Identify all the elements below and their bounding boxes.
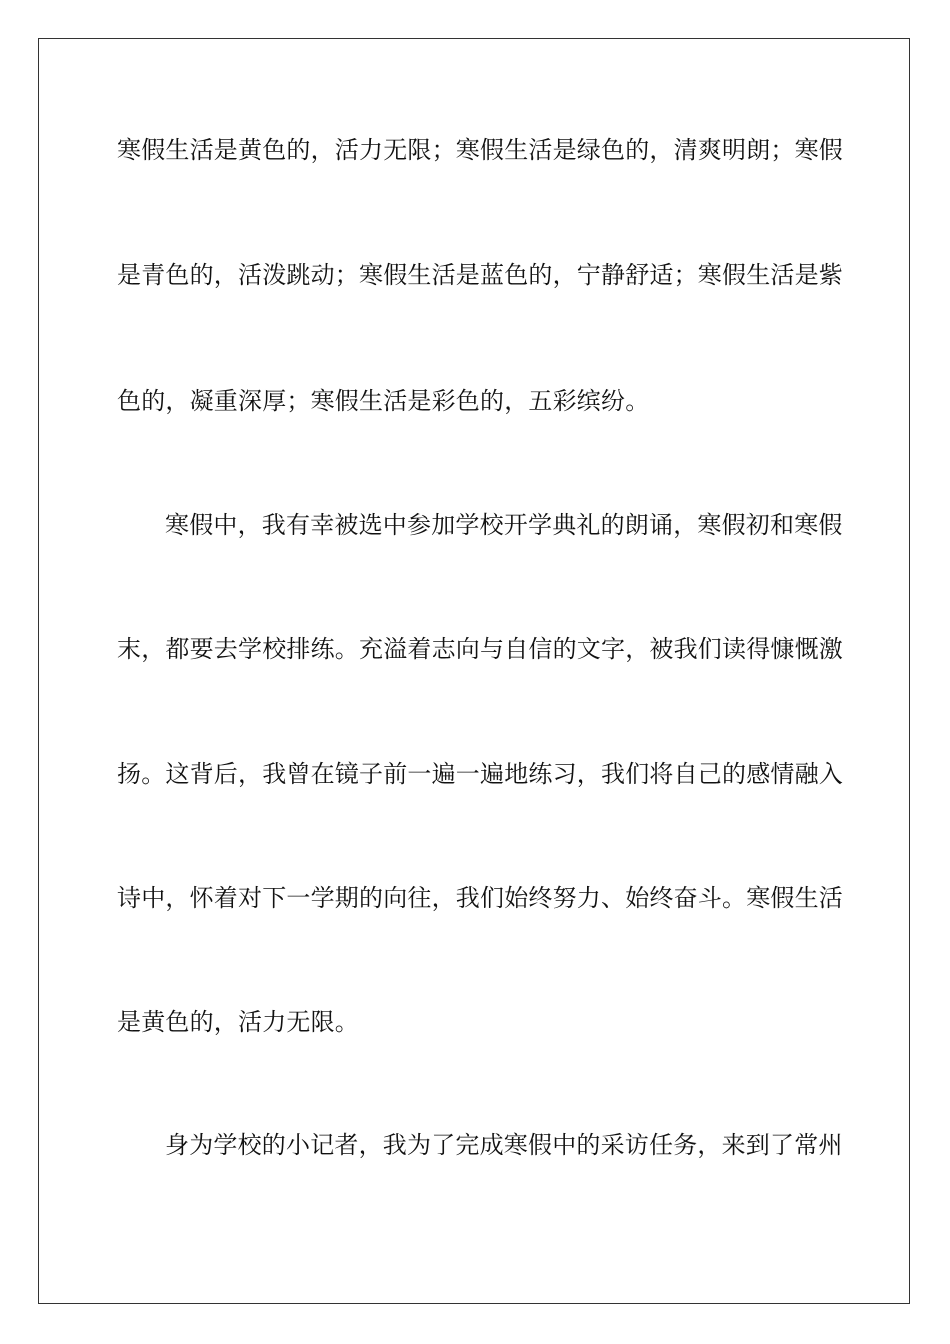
paragraph-line: 寒假中，我有幸被选中参加学校开学典礼的朗诵，寒假初和寒假 <box>165 511 843 539</box>
paragraph-line: 是黄色的，活力无限。 <box>117 1008 359 1036</box>
paragraph-line: 扬。这背后，我曾在镜子前一遍一遍地练习，我们将自己的感情融入 <box>117 760 843 788</box>
paragraph-line: 身为学校的小记者，我为了完成寒假中的采访任务，来到了常州 <box>165 1131 843 1159</box>
paragraph-line: 色的，凝重深厚；寒假生活是彩色的，五彩缤纷。 <box>117 387 650 415</box>
paragraph-line: 寒假生活是黄色的，活力无限；寒假生活是绿色的，清爽明朗；寒假 <box>117 136 843 164</box>
paragraph-line: 诗中，怀着对下一学期的向往，我们始终努力、始终奋斗。寒假生活 <box>117 884 843 912</box>
paragraph-line: 是青色的，活泼跳动；寒假生活是蓝色的，宁静舒适；寒假生活是紫 <box>117 261 843 289</box>
page-border <box>38 38 910 1304</box>
paragraph-line: 末，都要去学校排练。充溢着志向与自信的文字，被我们读得慷慨激 <box>117 635 843 663</box>
